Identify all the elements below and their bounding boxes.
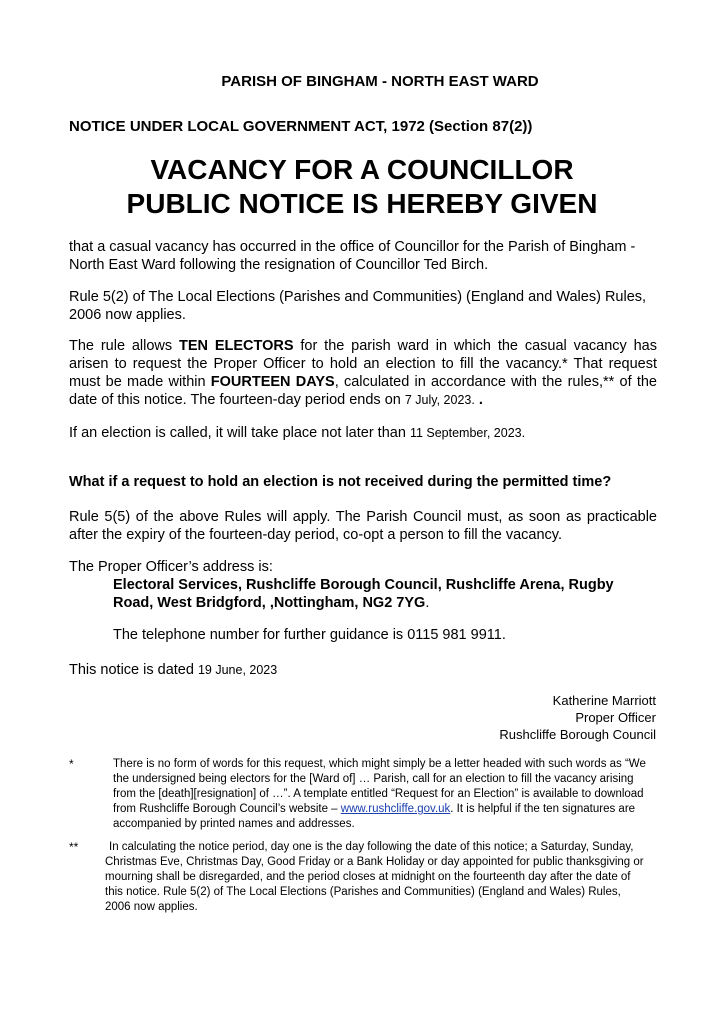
question-heading: What if a request to hold an election is not received during the permitted time?: [69, 474, 612, 490]
electors-text-1: The rule allows: [69, 338, 179, 354]
rushcliffe-website-link[interactable]: www.rushcliffe.gov.uk: [340, 803, 451, 815]
vacancy-paragraph: that a casual vacancy has occurred in the office of Councillor for the Parish of Bingham - North East Ward following the resignation of Councillor Ted Birch.: [69, 239, 636, 273]
election-date-paragraph: [69, 424, 657, 442]
footnote-1-body: There is no form of words for this request, which might simply be a letter headed with such words as “We the undersigned being electors for the [Ward of] … Parish, call for an election to fill the vacancy arising from the [death][resignation] of …”. A template entitled “Request for an Election” is available to download from Rushcliffe Borough Council’s website –: [113, 758, 646, 815]
co-opt-paragraph: Rule 5(5) of the above Rules will apply. The Parish Council must, as soon as practicable after the expiry of the fourteen-day period, co-opt a person to fill the vacancy.: [69, 509, 657, 543]
act-heading: NOTICE UNDER LOCAL GOVERNMENT ACT, 1972 (Section 87(2)): [69, 118, 533, 135]
footnote-1-tail: . It is helpful if the ten signatures are accompanied by printed names and addresses.: [113, 803, 636, 830]
signatory-org: Rushcliffe Borough Council: [499, 727, 656, 742]
address-value: Electoral Services, Rushcliffe Borough Council, Rushcliffe Arena, Rugby Road, West Bridgford, ,Nottingham, NG2 7YG: [113, 577, 614, 611]
election-date: 11 September, 2023.: [409, 426, 526, 440]
footnote-1-text: [113, 757, 658, 832]
rule-paragraph: Rule 5(2) of The Local Elections (Parishes and Communities) (England and Wales) Rules, 2006 now applies.: [69, 289, 647, 323]
dated-line: [69, 661, 657, 679]
title-public-notice: PUBLIC NOTICE IS HEREBY GIVEN: [126, 188, 598, 219]
election-date-text: If an election is called, it will take place not later than: [69, 425, 410, 441]
proper-officer-address: [113, 576, 653, 612]
electors-text-3: , calculated in accordance with the rules,** of the date of this notice. The fourteen-day period ends on: [69, 374, 658, 408]
signatory-role: Proper Officer: [575, 710, 656, 725]
footnote-1-mark: *: [69, 757, 74, 771]
address-trailing: .: [425, 595, 430, 611]
electors-paragraph: [69, 337, 657, 409]
phone-line: The telephone number for further guidance is 0115 981 9911.: [113, 627, 506, 643]
address-intro: The Proper Officer’s address is:: [69, 559, 273, 575]
ten-electors-emphasis: TEN ELECTORS: [179, 338, 294, 354]
parish-heading: PARISH OF BINGHAM - NORTH EAST WARD: [221, 73, 539, 90]
signature-block: [499, 692, 656, 743]
signatory-name: Katherine Marriott: [552, 693, 656, 708]
electors-text-2: for the parish ward in which the casual vacancy has arisen to request the Proper Officer to hold an election to fill the vacancy.* That request must be made within: [69, 338, 658, 390]
electors-text-4: .: [474, 392, 483, 408]
dated-text: This notice is dated: [69, 662, 198, 678]
title-vacancy: VACANCY FOR A COUNCILLOR: [150, 154, 574, 185]
fourteen-days-emphasis: FOURTEEN DAYS: [210, 374, 335, 390]
footnote-2-mark: **: [69, 840, 79, 854]
period-end-date: 7 July, 2023.: [404, 393, 475, 407]
footnote-2-text: In calculating the notice period, day one is the day following the date of this notice; a Saturday, Sunday, Christmas Eve, Christmas Day, Good Friday or a Bank Holiday or day appointed for public thanksgiving or mourning shall be disregarded, and the period closes at midnight on the fourteenth day after the date of this notice. Rule 5(2) of The Local Elections (Parishes and Communities) (England and Wales) Rules, 2006 now applies.: [105, 841, 644, 913]
notice-date: 19 June, 2023: [197, 663, 278, 677]
